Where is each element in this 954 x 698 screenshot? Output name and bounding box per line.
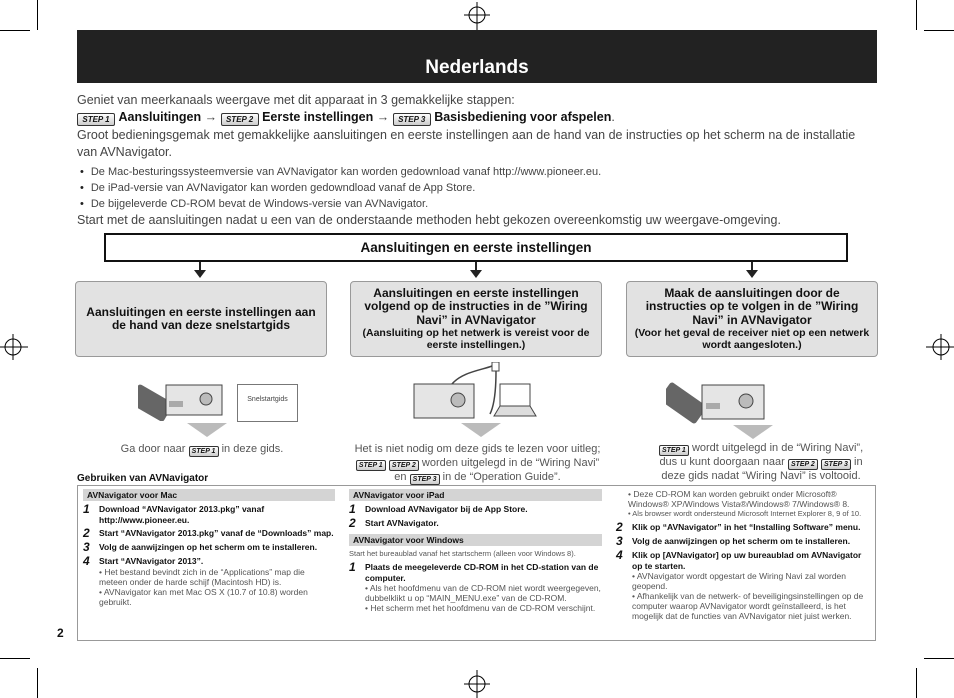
- arrow: →: [204, 110, 218, 124]
- arrow-down-icon: [746, 270, 758, 278]
- windows-intro: Start het bureaublad vanaf het startscherm (alleen voor Windows 8).: [349, 549, 576, 558]
- step-text: Start “AVNavigator 2013”.: [99, 556, 204, 566]
- intro-line: Geniet van meerkanaals weergave met dit apparaat in 3 gemakkelijke stappen:: [77, 93, 515, 107]
- caption-text: in de “Operation Guide”.: [442, 470, 561, 483]
- caption-line: [345, 471, 610, 485]
- step-2-label: Eerste instellingen: [262, 110, 374, 124]
- arrow: →: [376, 110, 390, 124]
- step-text: Download “AVNavigator 2013.pkg” vanaf http://www.pioneer.eu.: [99, 504, 265, 525]
- option-box: [626, 281, 878, 357]
- intro-paragraph: Groot bedieningsgemak met gemakkelijke aansluitingen en eerste instellingen aan de hand van de instructies op het scherm na de installatie van AVNavigator.: [77, 128, 856, 159]
- step-number: 4: [616, 548, 623, 562]
- mac-heading: AVNavigator voor Mac: [83, 489, 335, 501]
- caption-text: Ga door naar: [120, 443, 186, 455]
- option-box: [350, 281, 602, 357]
- registration-mark-icon: [460, 2, 494, 30]
- list-item: [83, 556, 335, 567]
- section-title: Gebruiken van AVNavigator: [77, 473, 209, 484]
- note: • AVNavigator kan met Mac OS X (10.7 of 10.8) worden gebruikt.: [83, 587, 335, 607]
- step-number: 1: [349, 502, 356, 516]
- caption-text: in: [854, 456, 863, 468]
- step-1-badge: STEP 1: [659, 445, 689, 456]
- caption-line: [636, 442, 886, 456]
- caption-text: wordt uitgelegd in de “Wiring Navi”,: [691, 442, 864, 454]
- mac-column: [83, 489, 335, 607]
- step-number: 3: [83, 540, 90, 554]
- list-item: • De Mac-besturingssysteemversie van AVNavigator kan worden gedownload vanaf http://www.pioneer.eu.: [80, 164, 870, 180]
- registration-mark-icon: [460, 670, 494, 698]
- note: • Het bestand bevindt zich in de “Applications” map die meteen onder de harde schijf (Macintosh HD) is.: [83, 567, 335, 587]
- caption-text: in deze gids.: [221, 443, 284, 455]
- note: • Deze CD-ROM kan worden gebruikt onder Microsoft® Windows® XP/Windows Vista®/Windows® 7/Windows® 8.: [616, 489, 872, 509]
- crop-mark: [916, 668, 917, 698]
- receiver-remote-illustration-icon: [666, 365, 768, 425]
- note: • Als browser wordt ondersteund Microsoft Internet Explorer 8, 9 of 10.: [616, 509, 872, 519]
- list-item: [349, 562, 602, 583]
- crop-mark: [0, 30, 30, 31]
- step-2-badge: STEP 2: [389, 460, 419, 471]
- list-item: [349, 518, 602, 529]
- receiver-laptop-illustration-icon: [412, 362, 540, 422]
- quick-start-booklet: Snelstartgids: [237, 384, 298, 422]
- caption-text: deze gids nadat “Wiring Navi” is voltooid.: [661, 470, 861, 482]
- note: • AVNavigator wordt opgestart de Wiring Navi zal worden geopend.: [616, 571, 872, 591]
- step-3-badge: STEP 3: [393, 113, 431, 126]
- option-box: [75, 281, 327, 357]
- step-number: 4: [83, 554, 90, 568]
- arrow-down-icon: [733, 425, 773, 439]
- page-title: Nederlands: [425, 57, 529, 78]
- step-3-badge: STEP 3: [821, 459, 851, 470]
- caption-text: en: [394, 470, 407, 483]
- bullet-list: [80, 164, 870, 212]
- ipad-heading: AVNavigator voor iPad: [349, 489, 602, 501]
- registration-mark-icon: [926, 330, 954, 364]
- list-item: [83, 542, 335, 553]
- option-title: Aansluitingen en eerste instellingen aan de hand van deze snelstartgids: [86, 304, 316, 332]
- step-number: 3: [616, 534, 623, 548]
- arrow-down-icon: [470, 270, 482, 278]
- step-number: 1: [349, 560, 356, 574]
- step-3-badge: STEP 3: [410, 474, 440, 485]
- start-paragraph: Start met de aansluitingen nadat u een van de onderstaande methoden hebt gekozen overeenkomstig uw weergave-omgeving.: [77, 213, 781, 227]
- caption-option-1: [82, 443, 322, 457]
- step-1-label: Aansluitingen: [118, 110, 202, 124]
- list-item: [616, 522, 872, 533]
- option-title: Aansluitingen en eerste instellingen volgend op de instructies in de ”Wiring Navi” in AVNavigator: [364, 285, 588, 327]
- list-item: • De iPad-versie van AVNavigator kan worden gedowndload vanaf de App Store.: [80, 180, 870, 196]
- title-bar: [77, 30, 877, 83]
- caption-option-3: [636, 442, 886, 484]
- list-item: [616, 550, 872, 571]
- crop-mark: [37, 668, 38, 698]
- windows-heading: AVNavigator voor Windows: [349, 534, 602, 546]
- main-flow-box: Aansluitingen en eerste instellingen: [104, 233, 848, 262]
- usage-panel: [77, 485, 876, 641]
- steps-line: [77, 109, 877, 126]
- step-text: Plaats de meegeleverde CD-ROM in het CD-station van de computer.: [365, 562, 599, 583]
- option-subtitle: (Aansluiting op het netwerk is vereist voor de eerste instellingen.): [362, 327, 590, 352]
- crop-mark: [37, 0, 38, 30]
- step-text: Start “AVNavigator 2013.pkg” vanaf de “Downloads” map.: [99, 528, 334, 538]
- crop-mark: [916, 0, 917, 30]
- step-text: Klik op [AVNavigator] op uw bureaublad om AVNavigator op te starten.: [632, 550, 862, 571]
- step-2-badge: STEP 2: [788, 459, 818, 470]
- note: • Afhankelijk van de netwerk- of beveiligingsinstellingen op de computer waarop AVNavigator wordt geïnstalleerd, is het mogelijk dat de functies van AVNavigator niet juist werken.: [616, 591, 872, 621]
- step-number: 2: [83, 526, 90, 540]
- step-text: Download AVNavigator bij de App Store.: [365, 504, 528, 514]
- list-item: [616, 536, 872, 547]
- arrow-down-icon: [187, 423, 227, 437]
- period: .: [611, 110, 615, 124]
- arrow-down-icon: [461, 423, 501, 437]
- caption-text: Het is niet nodig om deze gids te lezen voor uitleg;: [354, 443, 601, 455]
- ipad-windows-column: [349, 489, 602, 613]
- caption-text: worden uitgelegd in de “Wiring Navi”: [421, 456, 600, 469]
- note: • Het scherm met het hoofdmenu van de CD-ROM verschijnt.: [349, 603, 602, 613]
- step-text: Volg de aanwijzingen op het scherm om te installeren.: [632, 536, 851, 546]
- option-title: Maak de aansluitingen door de instructies op te volgen in de ”Wiring Navi” in AVNavigator: [645, 285, 859, 327]
- receiver-remote-illustration-icon: [138, 365, 226, 421]
- list-item: [83, 528, 335, 539]
- caption-line: [345, 457, 610, 471]
- crop-mark: [924, 30, 954, 31]
- step-number: 2: [616, 520, 623, 534]
- step-1-badge: STEP 1: [189, 446, 219, 457]
- page-number: 2: [57, 626, 64, 640]
- step-text: Start AVNavigator.: [365, 518, 439, 528]
- caption-text: dus u kunt doorgaan naar: [659, 456, 785, 468]
- step-number: 1: [83, 502, 90, 516]
- step-number: 2: [349, 516, 356, 530]
- caption-option-2: [345, 443, 610, 485]
- caption-line: [636, 456, 886, 470]
- list-item: [349, 504, 602, 515]
- registration-mark-icon: [0, 330, 28, 364]
- arrow-down-icon: [194, 270, 206, 278]
- crop-mark: [0, 658, 30, 659]
- list-item: • De bijgeleverde CD-ROM bevat de Windows-versie van AVNavigator.: [80, 196, 870, 212]
- step-3-label: Basisbediening voor afspelen: [434, 110, 612, 124]
- step-1-badge: STEP 1: [356, 460, 386, 471]
- list-item: [83, 504, 335, 525]
- step-2-badge: STEP 2: [221, 113, 259, 126]
- windows-continued-column: [616, 489, 872, 621]
- crop-mark: [924, 658, 954, 659]
- step-text: Klik op “AVNavigator” in het “Installing Software” menu.: [632, 522, 861, 532]
- step-text: Volg de aanwijzingen op het scherm om te installeren.: [99, 542, 318, 552]
- option-subtitle: (Voor het geval de receiver niet op een netwerk wordt aangesloten.): [634, 327, 870, 352]
- note: • Als het hoofdmenu van de CD-ROM niet wordt weergegeven, dubbelklikt u op “MAIN_MENU.exe” van de CD-ROM.: [349, 583, 602, 603]
- step-1-badge: STEP 1: [77, 113, 115, 126]
